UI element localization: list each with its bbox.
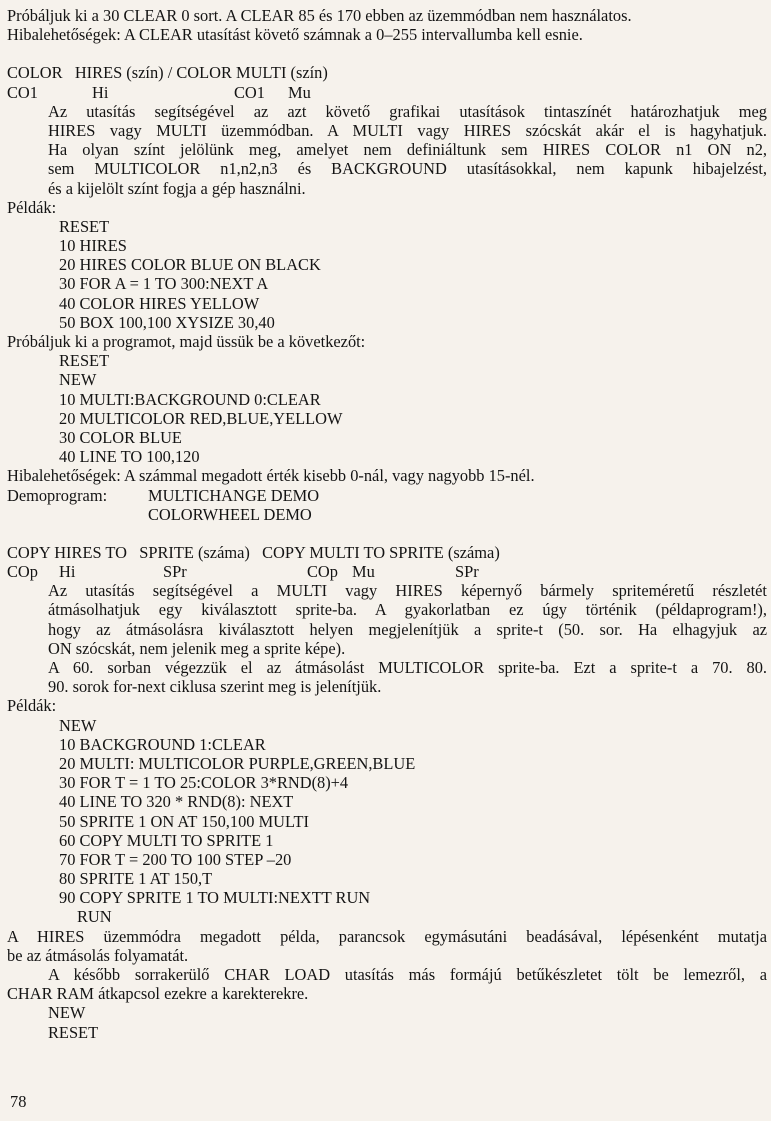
demo-name: MULTICHANGE DEMO: [148, 485, 320, 505]
code-line: 80 SPRITE 1 AT 150,T: [59, 869, 213, 889]
color-description: [7, 102, 767, 198]
desc-line: hogy az átmásolásra kiválasztott helyen megjelenítjük a sprite-t (50. sor. Ha elhagyjuk az: [48, 619, 767, 639]
page-number: 78: [10, 1092, 27, 1111]
desc-line: és a kijelölt színt fogja a gép használni.: [48, 178, 306, 198]
code-line: 20 HIRES COLOR BLUE ON BLACK: [59, 255, 321, 275]
copy-heading: COPY HIRES TO SPRITE (száma) COPY MULTI TO SPRITE (száma): [7, 542, 500, 562]
abbr: SPr: [455, 562, 479, 582]
copy-description: [7, 581, 767, 696]
code-block: [7, 217, 767, 332]
color-heading: COLOR HIRES (szín) / COLOR MULTI (szín): [7, 63, 328, 83]
abbr: Hi: [92, 82, 109, 102]
abbr: SPr: [163, 562, 187, 582]
code-line: NEW: [59, 715, 97, 735]
code-line: NEW: [59, 370, 97, 390]
try-text: Próbáljuk ki a programot, majd üssük be a következőt:: [7, 332, 366, 351]
desc-line: HIRES vagy MULTI üzemmódban. A MULTI vagy HIRES szócskát akár el is hagyhatjuk.: [48, 120, 767, 140]
errors-text: Hibalehetőségek: A számmal megadott érték kisebb 0-nál, vagy nagyobb 15-nél.: [7, 466, 535, 486]
code-line: NEW: [48, 1003, 86, 1023]
examples-label: Példák:: [7, 696, 57, 716]
code-line: RESET: [59, 216, 110, 236]
desc-line: Ha olyan színt jelölünk meg, amelyet nem definiáltunk sem HIRES COLOR n1 ON n2,: [48, 140, 767, 160]
spacer: [7, 44, 767, 63]
desc-line: 90. sorok for-next ciklusa szerint meg is jelenítjük.: [48, 677, 382, 697]
abbr: CO1: [7, 82, 38, 102]
code-line: 40 COLOR HIRES YELLOW: [59, 293, 260, 313]
intro-line: Próbáljuk ki a 30 CLEAR 0 sort. A CLEAR 85 és 170 ebben az üzemmódban nem használatos.: [7, 6, 632, 25]
document-page: [7, 6, 767, 1042]
abbr: CO1: [234, 82, 265, 102]
code-block: [7, 351, 767, 466]
desc-line: sem MULTICOLOR n1,n2,n3 és BACKGROUND utasításokkal, nem kapunk hibajelzést,: [48, 159, 767, 179]
demo-name: COLORWHEEL DEMO: [148, 504, 312, 524]
examples-label: Példák:: [7, 197, 57, 217]
demo-label: Demoprogram:: [7, 485, 108, 505]
code-line: 30 FOR A = 1 TO 300:NEXT A: [59, 274, 269, 294]
desc-line: Az utasítás segítségével az azt követő grafikai utasítások tintaszínét határozhatjuk meg: [48, 101, 767, 121]
code-line: 60 COPY MULTI TO SPRITE 1: [59, 830, 274, 850]
spacer: [7, 524, 767, 543]
demo-row: [7, 505, 767, 524]
abbr: COp: [307, 562, 338, 582]
code-line: 10 BACKGROUND 1:CLEAR: [59, 734, 266, 754]
desc-line: A 60. sorban végezzük el az átmásolást MULTICOLOR sprite-ba. Ezt a sprite-t a 70. 80.: [48, 658, 767, 677]
copy-abbreviations: [7, 562, 767, 581]
outro-line: be az átmásolás folyamatát.: [7, 945, 189, 965]
code-line: 50 SPRITE 1 ON AT 150,100 MULTI: [59, 811, 309, 831]
code-line: 40 LINE TO 320 * RND(8): NEXT: [59, 792, 294, 812]
outro-line: A HIRES üzemmódra megadott példa, parancsok egymásutáni beadásával, lépésenként mutatja: [7, 926, 767, 946]
code-line: 90 COPY SPRITE 1 TO MULTI:NEXTT RUN: [59, 888, 371, 908]
abbr: Hi: [59, 562, 76, 582]
code-line: 30 FOR T = 1 TO 25:COLOR 3*RND(8)+4: [59, 773, 349, 793]
code-line: 30 COLOR BLUE: [59, 427, 182, 447]
desc-line: Az utasítás segítségével a MULTI vagy HIRES képernyő bármely spriteméretű részletét: [48, 581, 767, 601]
code-block: [7, 716, 767, 927]
desc-line: ON szócskát, nem jelenik meg a sprite képe).: [48, 638, 346, 658]
code-line: 50 BOX 100,100 XYSIZE 30,40: [59, 312, 275, 332]
code-line: 10 MULTI:BACKGROUND 0:CLEAR: [59, 389, 321, 409]
code-line: RESET: [59, 351, 110, 371]
abbr: Mu: [288, 82, 311, 102]
desc-line: átmásolhatjuk egy kiválasztott sprite-ba. A gyakorlatban ez úgy történik (példaprogram!),: [48, 600, 767, 620]
abbr: COp: [7, 562, 38, 582]
abbr: Mu: [352, 562, 375, 582]
outro-line: CHAR RAM átkapcsol ezekre a karekterekre.: [7, 984, 309, 1004]
intro-line: Hibalehetőségek: A CLEAR utasítást követő számnak a 0–255 intervallumba kell esnie.: [7, 25, 583, 45]
code-line: 70 FOR T = 200 TO 100 STEP –20: [59, 849, 292, 869]
code-block: [7, 1003, 767, 1041]
code-line: 10 HIRES: [59, 236, 127, 256]
color-abbreviations: [7, 83, 767, 102]
code-line: RESET: [48, 1022, 99, 1042]
code-line: 40 LINE TO 100,120: [59, 447, 200, 467]
outro-line: A később sorrakerülő CHAR LOAD utasítás más formájú betűkészletet tölt be lemezről, a: [48, 965, 767, 984]
code-line: 20 MULTICOLOR RED,BLUE,YELLOW: [59, 408, 343, 428]
demo-row: [7, 486, 767, 505]
code-line: 20 MULTI: MULTICOLOR PURPLE,GREEN,BLUE: [59, 753, 416, 773]
code-line: RUN: [77, 907, 112, 927]
